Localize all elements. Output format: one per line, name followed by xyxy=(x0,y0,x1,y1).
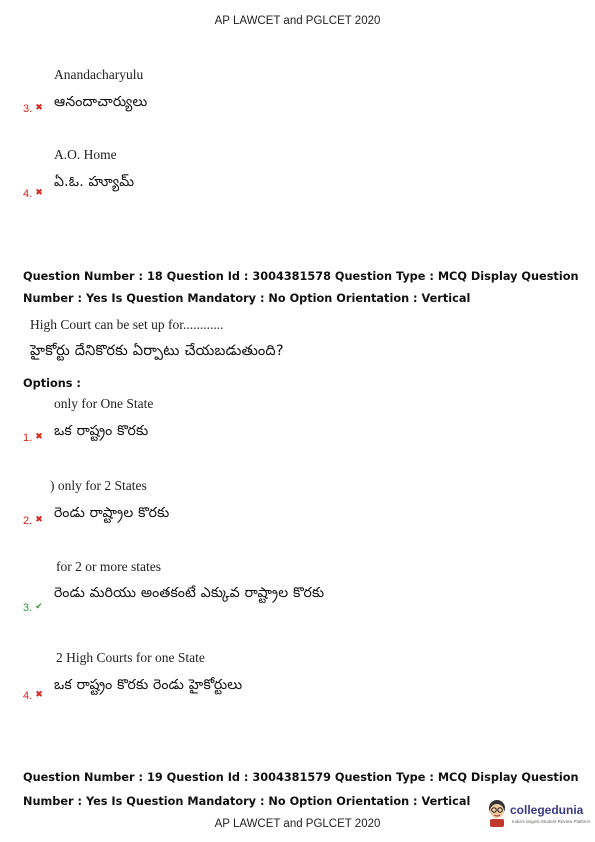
option-english: for 2 or more states xyxy=(56,559,161,574)
option-english: only for One State xyxy=(54,396,154,411)
option-number xyxy=(23,690,43,702)
option-telugu: రెండు మరియు అంతకంటే ఎక్కువ రాష్ట్రాల కొరకు xyxy=(54,585,325,601)
wrong-icon: ✖ xyxy=(35,431,43,441)
option-english: Anandacharyulu xyxy=(54,67,144,82)
question-text-english: High Court can be set up for............ xyxy=(30,317,224,332)
logo-tagline: India's largest Student Review Platform xyxy=(512,819,591,824)
option-number-label: 3. xyxy=(23,103,33,115)
options-label: Options : xyxy=(23,377,81,390)
option-number-label: 4. xyxy=(23,188,33,200)
option-telugu: ఆనందాచార్యులు xyxy=(54,94,148,110)
option-number xyxy=(23,432,43,444)
option-telugu: ఒక రాష్ట్రం కొరకు xyxy=(54,423,149,439)
option-number-label: 3. xyxy=(23,602,33,614)
logo-name: collegedunia xyxy=(510,803,584,817)
option-english: A.O. Home xyxy=(54,147,117,162)
option-number xyxy=(23,515,43,527)
question-meta-line1: Question Number : 19 Question Id : 3004381579 Question Type : MCQ Display Question xyxy=(23,771,579,784)
option-english: 2 High Courts for one State xyxy=(56,650,205,665)
option-number xyxy=(23,188,43,200)
option-number xyxy=(23,103,43,115)
option-telugu: ఒక రాష్ట్రం కొరకు రెండు హైకోర్టులు xyxy=(54,677,243,693)
option-english: ) only for 2 States xyxy=(50,478,147,493)
question-meta-line2: Number : Yes Is Question Mandatory : No Option Orientation : Vertical xyxy=(23,795,471,808)
page-header: AP LAWCET and PGLCET 2020 xyxy=(214,15,381,27)
question-meta-line2: Number : Yes Is Question Mandatory : No Option Orientation : Vertical xyxy=(23,292,471,305)
page-footer: AP LAWCET and PGLCET 2020 xyxy=(214,818,381,830)
wrong-icon: ✖ xyxy=(35,187,43,197)
option-telugu: ఏ.ఓ. హ్యూమ్ xyxy=(54,174,135,190)
question-meta-line1: Question Number : 18 Question Id : 3004381578 Question Type : MCQ Display Question xyxy=(23,270,579,283)
option-number-label: 2. xyxy=(23,515,33,527)
wrong-icon: ✖ xyxy=(35,514,43,524)
wrong-icon: ✖ xyxy=(35,689,43,699)
correct-check-icon: ✔ xyxy=(35,601,43,611)
wrong-icon: ✖ xyxy=(35,102,43,112)
option-number-label: 1. xyxy=(23,432,33,444)
option-number xyxy=(23,602,43,614)
option-number-label: 4. xyxy=(23,690,33,702)
option-telugu: రెండు రాష్ట్రాల కొరకు xyxy=(54,505,170,521)
question-text-telugu: హైకోర్టు దేనికొరకు ఏర్పాటు చేయబడుతుంది? xyxy=(30,343,284,359)
